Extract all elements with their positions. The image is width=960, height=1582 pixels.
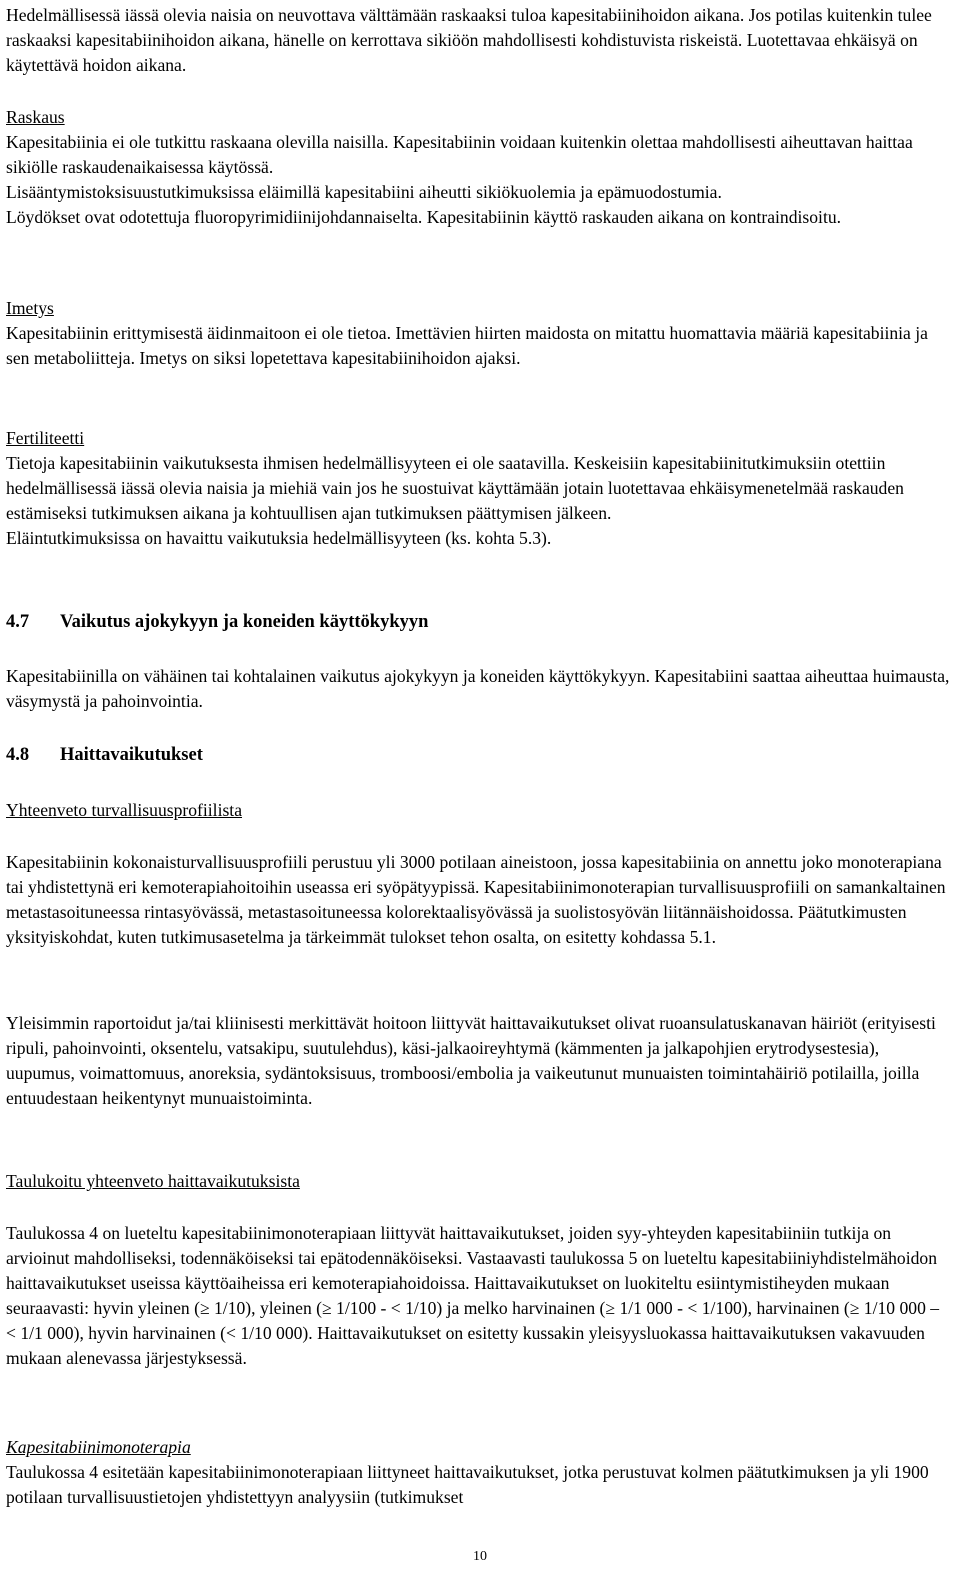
raskaus-heading: Raskaus	[6, 107, 65, 127]
section-4-8-title: Haittavaikutukset	[60, 745, 203, 765]
section-4-8-number: 4.8	[6, 745, 30, 765]
fertiliteetti-text-2: Eläintutkimuksissa on havaittu vaikutuksia hedelmällisyyteen (ks. kohta 5.3).	[6, 528, 552, 548]
section-4-7-heading	[6, 609, 428, 635]
monotherapy-subheading: Kapesitabiinimonoterapia	[6, 1437, 191, 1457]
section-4-7-number: 4.7	[6, 612, 30, 632]
page-number: 10	[473, 1549, 487, 1564]
raskaus-text-1: Kapesitabiinia ei ole tutkittu raskaana olevilla naisilla. Kapesitabiinin voidaan kuitenkin olettaa mahdollisesti aiheuttavan haittaa sikiölle raskaudenaikaisessa käytössä.	[6, 132, 913, 177]
raskaus-text-2: Lisääntymistoksisuustutkimuksissa eläimillä kapesitabiini aiheutti sikiökuolemia ja epämuodostumia.	[6, 182, 722, 202]
intro-paragraph: Hedelmällisessä iässä olevia naisia on neuvottava välttämään raskaaksi tuloa kapesitabiinihoidon aikana. Jos potilas kuitenkin tulee raskaaksi kapesitabiinihoidon aikana, hänelle on kerrottava sikiöön mahdollisesti kohdistuvista riskeistä. Luotettavaa ehkäisyä on käytettävä hoidon aikana.	[6, 5, 932, 75]
tabulated-subheading: Taulukoitu yhteenveto haittavaikutuksista	[6, 1171, 300, 1191]
imetys-text: Kapesitabiinin erittymisestä äidinmaitoon ei ole tietoa. Imettävien hiirten maidosta on mitattu huomattavia määriä kapesitabiinia ja sen metaboliitteja. Imetys on siksi lopetettava kapesitabiinihoidon ajaksi.	[6, 323, 928, 368]
section-fertiliteetti	[6, 426, 950, 551]
tabulated-paragraph: Taulukossa 4 on lueteltu kapesitabiinimonoterapiaan liittyvät haittavaikutukset, joiden syy-yhteyden kapesitabiiniin tutkija on arvioinut mahdolliseksi, todennäköiseksi tai epätodennäköiseksi. Vastaavasti taulukossa 5 on lueteltu kapesitabiiniyhdistelmähoidon haittavaikutukset useissa käyttöaiheissa eri kemoterapiahoidoissa. Haittavaikutukset on luokiteltu esiintymistiheyden mukaan seuraavasti: hyvin yleinen (≥ 1/10), yleinen (≥ 1/100 - < 1/10) ja melko harvinainen (≥ 1/1 000 - < 1/100), harvinainen (≥ 1/10 000 – < 1/1 000), hyvin harvinainen (< 1/10 000). Haittavaikutukset on esitetty kussakin yleisyysluokassa haittavaikutuksen vakavuuden mukaan alenevassa järjestyksessä.	[6, 1223, 940, 1368]
monotherapy-paragraph: Taulukossa 4 esitetään kapesitabiinimonoterapiaan liittyneet haittavaikutukset, jotka perustuvat kolmen päätutkimuksen ja yli 1900 potilaan turvallisuustietojen yhdistettyyn analyysiin (tutkimukset	[6, 1462, 929, 1507]
fertiliteetti-heading: Fertiliteetti	[6, 428, 85, 448]
section-4-8-heading	[6, 742, 203, 768]
raskaus-text-3: Löydökset ovat odotettuja fluoropyrimidiinijohdannaiselta. Kapesitabiinin käyttö raskauden aikana on kontraindisoitu.	[6, 207, 842, 227]
section-4-7-title: Vaikutus ajokykyyn ja koneiden käyttökykyyn	[60, 612, 429, 632]
section-raskaus	[6, 105, 950, 230]
fertiliteetti-text-1: Tietoja kapesitabiinin vaikutuksesta ihmisen hedelmällisyyteen ei ole saatavilla. Keskeisiin kapesitabiinitutkimuksiin otettiin hedelmällisessä iässä olevia naisia ja miehiä vain jos he suostuivat käyttämään jotain luotettavaa ehkäisymenetelmää raskauden estämiseksi tutkimuksen aikana ja kohtuullisen ajan tutkimuksen päättymisen jälkeen.	[6, 453, 904, 523]
summary-paragraph-2: Yleisimmin raportoidut ja/tai kliinisesti merkittävät hoitoon liittyvät haittavaikutukset olivat ruoansulatuskanavan häiriöt (erityisesti ripuli, pahoinvointi, oksentelu, vatsakipu, suutulehdus), käsi-jalkaoireyhtymä (kämmenten ja jalkapohjien erytrodysestesia), uupumus, voimattomuus, anoreksia, sydäntoksisuus, tromboosi/embolia ja vaikeutunut munuaisten toimintahäiriö potilailla, joilla entuudestaan heikentynyt munuaistoiminta.	[6, 1013, 936, 1108]
section-4-7-text: Kapesitabiinilla on vähäinen tai kohtalainen vaikutus ajokykyyn ja koneiden käyttökykyyn. Kapesitabiini saattaa aiheuttaa huimausta, väsymystä ja pahoinvointia.	[6, 666, 950, 711]
imetys-heading: Imetys	[6, 298, 54, 318]
section-imetys	[6, 296, 950, 371]
summary-subheading: Yhteenveto turvallisuusprofiilista	[6, 800, 243, 820]
summary-paragraph-1: Kapesitabiinin kokonaisturvallisuusprofiili perustuu yli 3000 potilaan aineistoon, jossa kapesitabiinia on annettu joko monoterapiana tai yhdistettynä eri kemoterapiahoitoihin useassa eri syöpätyypissä. Kapesitabiinimonoterapian turvallisuusprofiili on samankaltainen metastasoituneessa rintasyövässä, metastasoituneessa kolorektaalisyövässä ja suolistosyövän liitännäishoidossa. Päätutkimusten yksityiskohdat, kuten tutkimusasetelma ja tärkeimmät tulokset tehon osalta, on esitetty kohdassa 5.1.	[6, 852, 946, 947]
